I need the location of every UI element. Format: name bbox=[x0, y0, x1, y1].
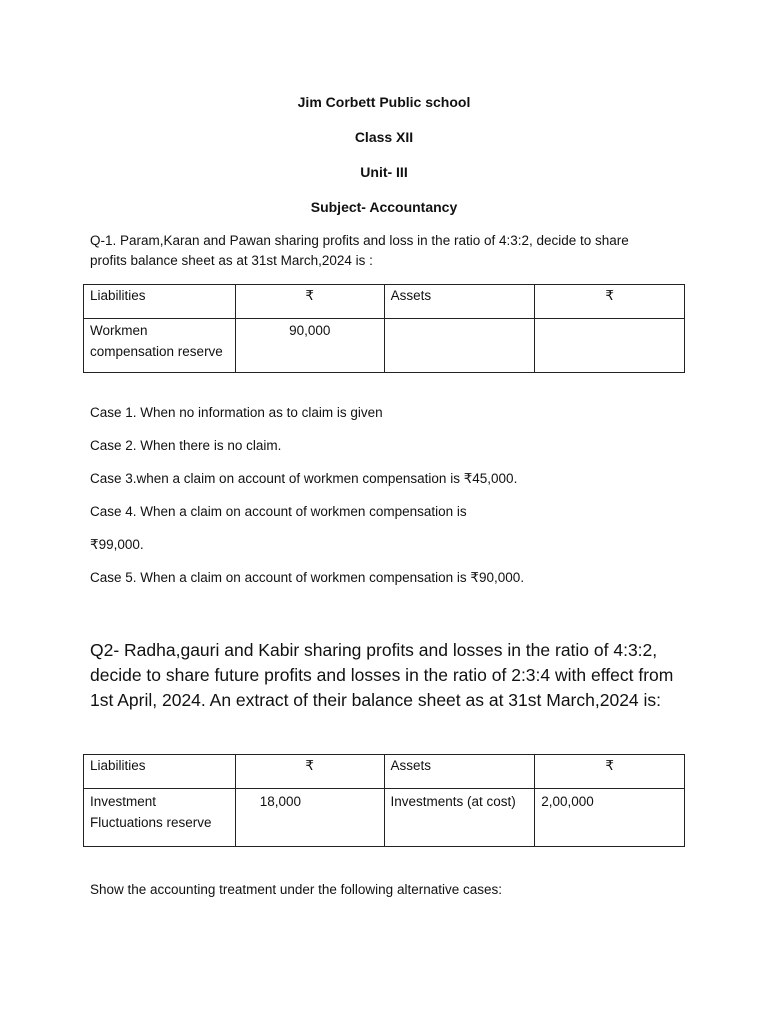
table-row bbox=[84, 319, 685, 373]
class-heading: Class XII bbox=[354, 129, 414, 145]
table-header-row bbox=[84, 755, 685, 789]
case-2: Case 2. When there is no claim. bbox=[90, 438, 282, 453]
case-3: Case 3.when a claim on account of workmen compensation is ₹45,000. bbox=[90, 471, 518, 486]
question-2-text: Q2- Radha,gauri and Kabir sharing profits and losses in the ratio of 4:3:2, decide to share future profits and losses in the ratio of 2:3:4 with effect from 1st April, 2024. An extract of their balance sheet as at 31st March,2024 is: bbox=[90, 640, 674, 710]
header-assets: Assets bbox=[384, 285, 535, 319]
question-1-table bbox=[83, 284, 685, 373]
case-4: Case 4. When a claim on account of workmen compensation is bbox=[90, 504, 467, 519]
subject-heading: Subject- Accountancy bbox=[310, 199, 458, 215]
question-2-table bbox=[83, 754, 685, 847]
liability-name: Investment Fluctuations reserve bbox=[84, 789, 236, 847]
header-rupee: ₹ bbox=[235, 285, 384, 319]
case-4-amount: ₹99,000. bbox=[90, 537, 144, 552]
school-name: Jim Corbett Public school bbox=[297, 94, 471, 110]
asset-name bbox=[384, 319, 535, 373]
asset-amount bbox=[535, 319, 685, 373]
header-liabilities: Liabilities bbox=[84, 285, 236, 319]
table-header-row bbox=[84, 285, 685, 319]
question-1-text: Q-1. Param,Karan and Pawan sharing profits and loss in the ratio of 4:3:2, decide to share profits balance sheet as at 31st March,2024 is : bbox=[90, 233, 629, 268]
liability-amount: 90,000 bbox=[235, 319, 384, 373]
liability-name: Workmen compensation reserve bbox=[84, 319, 236, 373]
header-rupee: ₹ bbox=[235, 755, 384, 789]
header-assets: Assets bbox=[384, 755, 535, 789]
header-liabilities: Liabilities bbox=[84, 755, 236, 789]
asset-amount: 2,00,000 bbox=[535, 789, 685, 847]
case-1: Case 1. When no information as to claim is given bbox=[90, 405, 383, 420]
header-rupee: ₹ bbox=[535, 285, 685, 319]
asset-name: Investments (at cost) bbox=[384, 789, 535, 847]
case-5: Case 5. When a claim on account of workmen compensation is ₹90,000. bbox=[90, 570, 525, 585]
unit-heading: Unit- III bbox=[360, 164, 408, 180]
liability-amount: 18,000 bbox=[235, 789, 384, 847]
header-rupee: ₹ bbox=[535, 755, 685, 789]
table-row bbox=[84, 789, 685, 847]
alternative-cases-instruction: Show the accounting treatment under the following alternative cases: bbox=[90, 882, 502, 897]
